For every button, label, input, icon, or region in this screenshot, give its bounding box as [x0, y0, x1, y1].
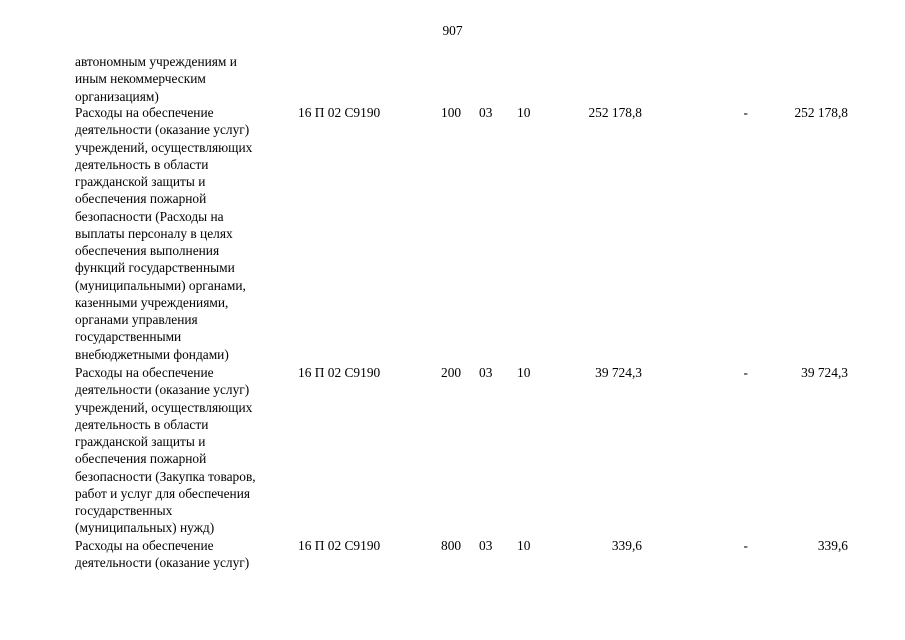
subsection-code: 10: [517, 538, 531, 553]
amount-value: 39 724,3: [595, 365, 642, 380]
description-line: обеспечения пожарной: [75, 451, 207, 467]
description-line: работ и услуг для обеспечения: [75, 485, 251, 501]
description-line: Расходы на обеспечение: [75, 365, 214, 380]
expense-type-code: 800: [441, 538, 462, 553]
total-value: 252 178,8: [794, 105, 848, 120]
total-value: 339,6: [817, 538, 848, 553]
change-value: -: [743, 538, 748, 553]
description-line: гражданской защиты и: [75, 434, 206, 449]
row-description: [75, 364, 297, 537]
section-code: 03: [479, 365, 493, 380]
description-line: иным некоммерческим: [75, 71, 206, 87]
description-line: функций государственными: [75, 260, 235, 276]
description-line: государственными: [75, 329, 182, 345]
row-description: [75, 104, 297, 363]
description-line: внебюджетными фондами): [75, 346, 229, 362]
description-line: казенными учреждениями,: [75, 294, 229, 310]
description-line: деятельность в области: [75, 156, 209, 172]
description-line: обеспечения выполнения: [75, 243, 220, 258]
description-line: деятельности (оказание услуг): [75, 122, 250, 138]
section-code: 03: [479, 105, 493, 120]
description-line: (муниципальных) нужд): [75, 520, 215, 536]
description-line: гражданской защиты и: [75, 174, 206, 189]
description-line: органами управления: [75, 312, 198, 327]
row-description: [75, 537, 297, 572]
description-line: (муниципальными) органами,: [75, 277, 246, 293]
description-line: деятельность в области: [75, 416, 209, 432]
description-line: безопасности (Расходы на: [75, 208, 224, 224]
description-line: учреждений, осуществляющих: [75, 139, 253, 155]
expense-type-code: 200: [441, 365, 462, 380]
continuation-text: [75, 53, 297, 105]
description-line: автономным учреждениям и: [75, 54, 237, 69]
change-value: -: [743, 105, 748, 120]
description-line: деятельности (оказание услуг): [75, 555, 250, 571]
description-line: выплаты персоналу в целях: [75, 225, 233, 241]
description-line: деятельности (оказание услуг): [75, 382, 250, 398]
subsection-code: 10: [517, 105, 531, 120]
target-article-code: 16 П 02 С9190: [298, 365, 381, 380]
target-article-code: 16 П 02 С9190: [298, 538, 381, 553]
amount-value: 252 178,8: [588, 105, 642, 120]
expense-type-code: 100: [441, 105, 462, 120]
target-article-code: 16 П 02 С9190: [298, 105, 381, 120]
subsection-code: 10: [517, 365, 531, 380]
section-code: 03: [479, 538, 493, 553]
page-number: 907: [442, 23, 463, 38]
total-value: 39 724,3: [801, 365, 848, 380]
change-value: -: [743, 365, 748, 380]
description-line: Расходы на обеспечение: [75, 538, 214, 553]
description-line: организациям): [75, 88, 159, 104]
amount-value: 339,6: [611, 538, 642, 553]
description-line: учреждений, осуществляющих: [75, 399, 253, 415]
description-line: обеспечения пожарной: [75, 191, 207, 207]
description-line: безопасности (Закупка товаров,: [75, 468, 256, 484]
description-line: Расходы на обеспечение: [75, 105, 214, 120]
description-line: государственных: [75, 503, 173, 518]
